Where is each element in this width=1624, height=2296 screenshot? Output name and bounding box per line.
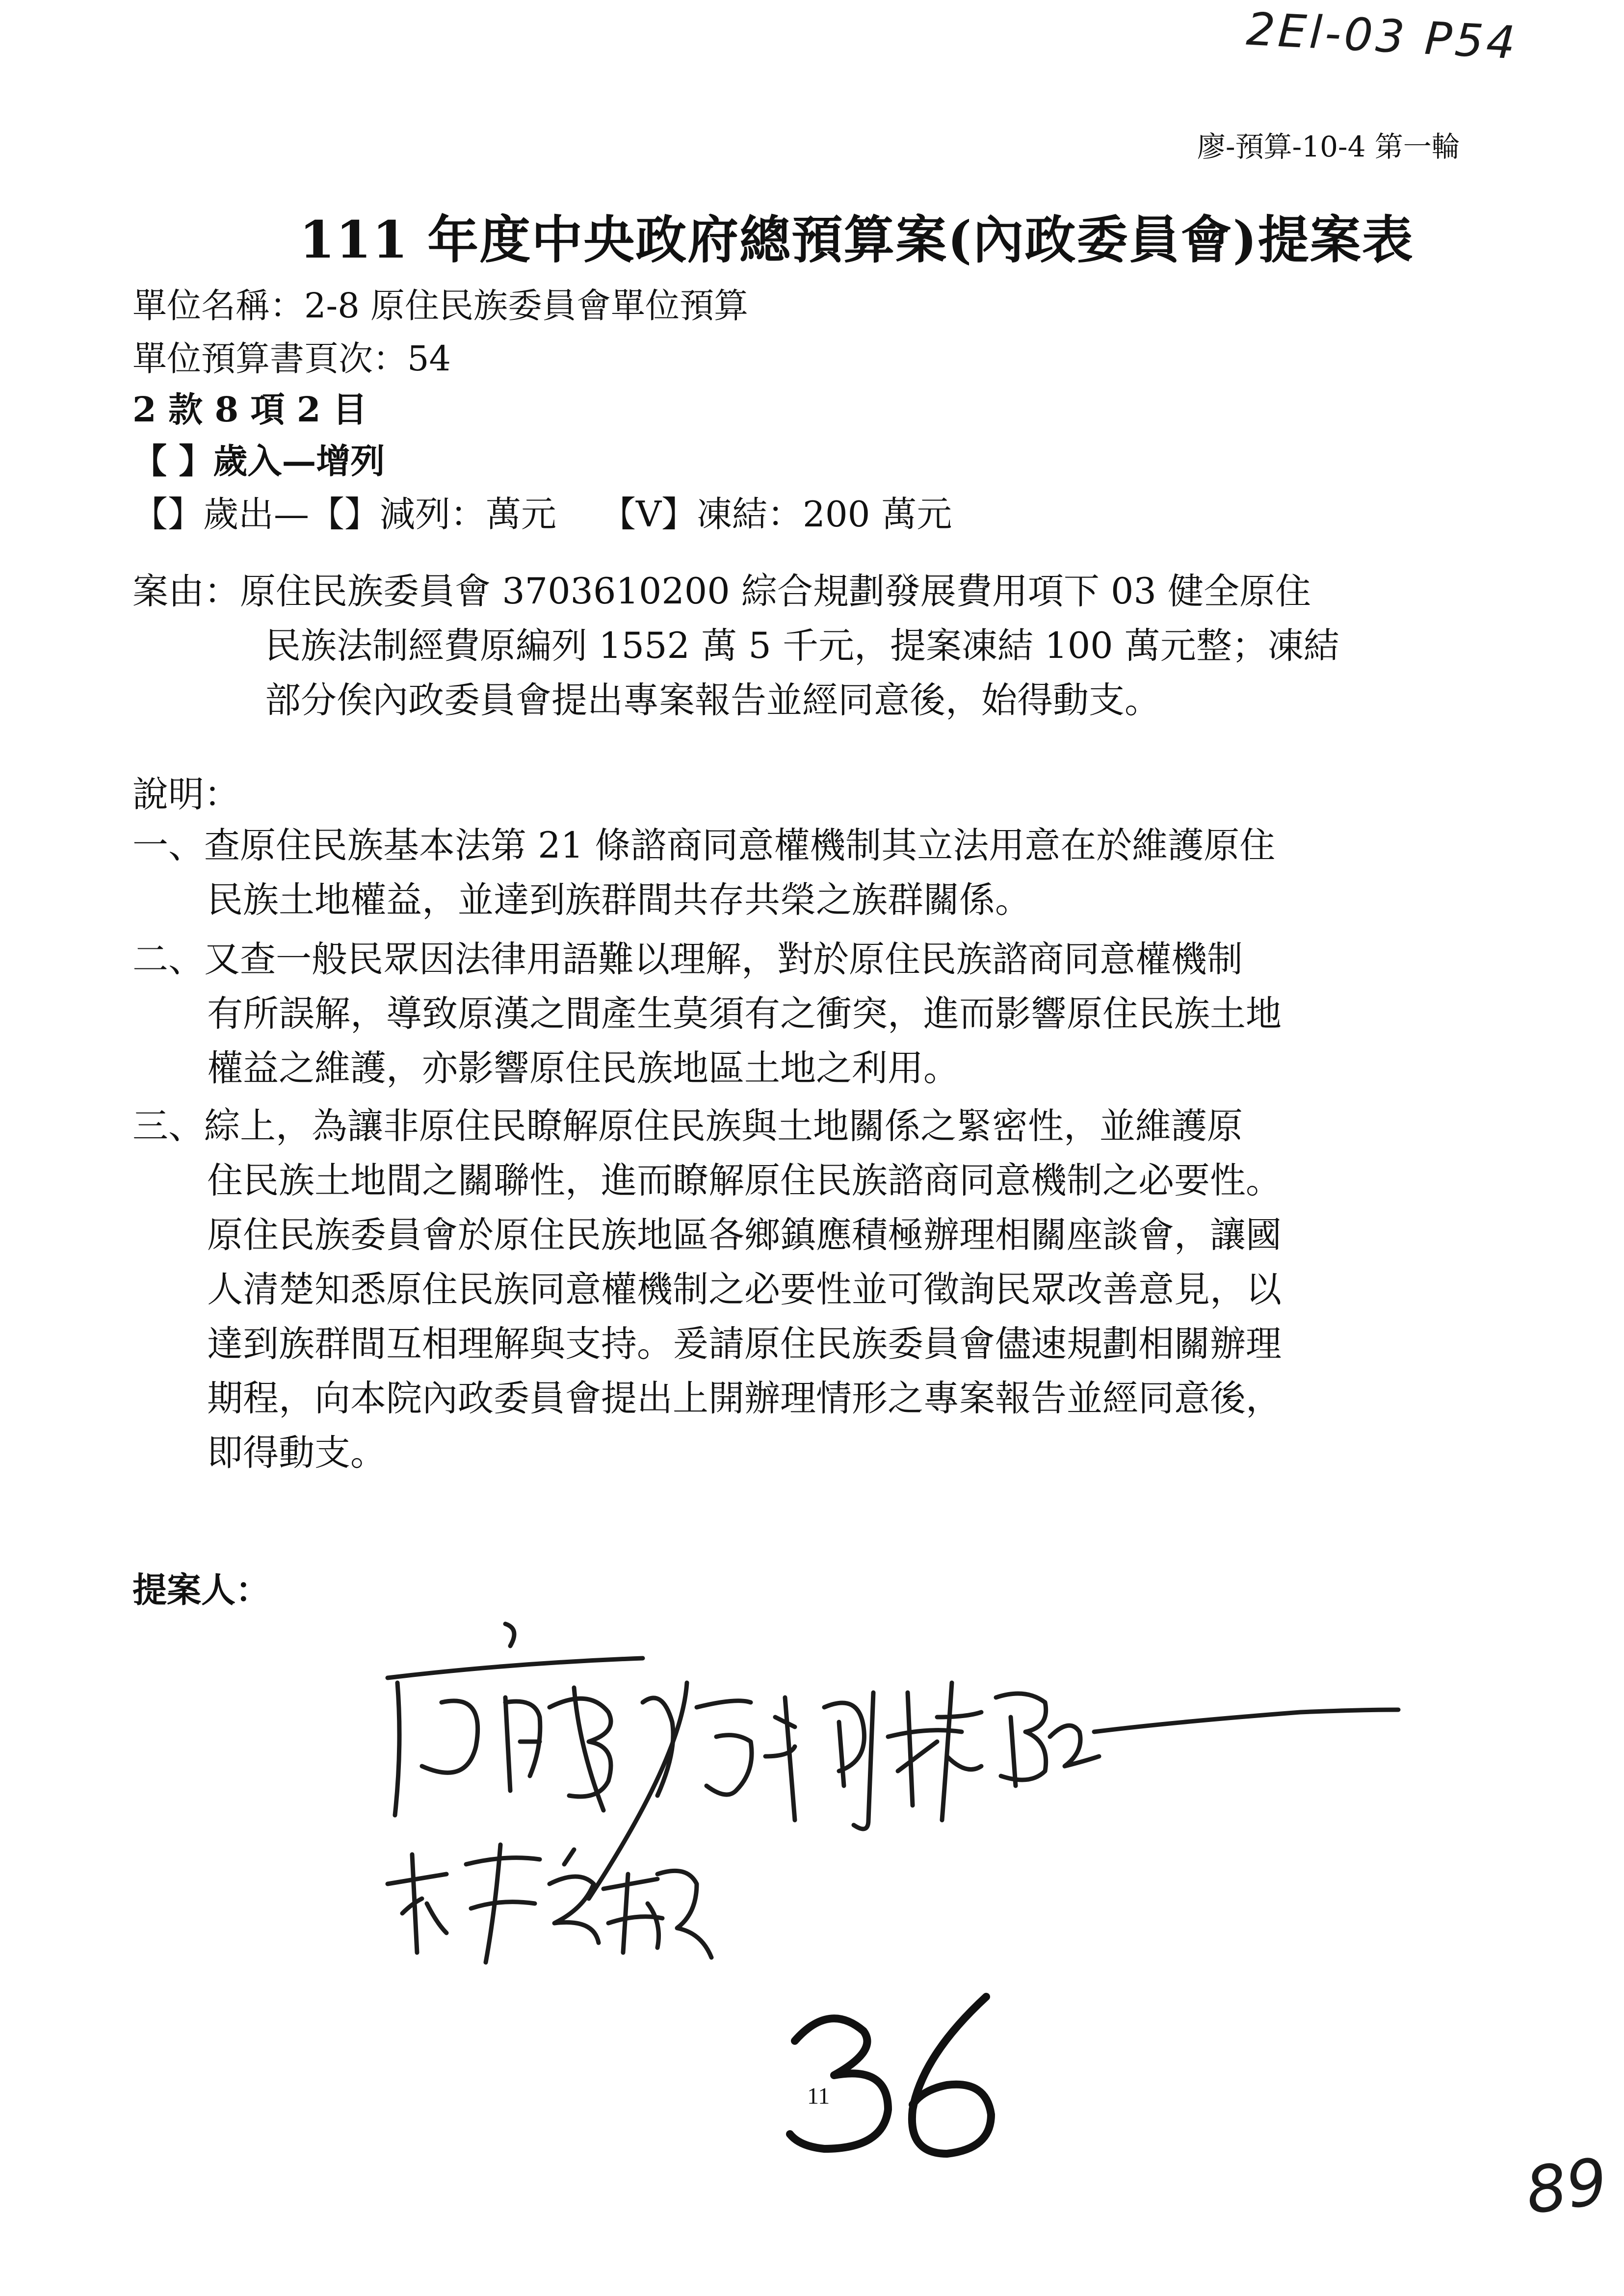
document-title: 111 年度中央政府總預算案(內政委員會)提案表 bbox=[299, 209, 1414, 270]
page-number: 11 bbox=[807, 2083, 830, 2109]
explanation-item bbox=[132, 818, 1526, 927]
reason-label: 案由： bbox=[132, 571, 240, 612]
explanation-item bbox=[132, 932, 1526, 1096]
item-line: 綜上，為讓非原住民瞭解原住民族與土地關係之緊密性，並維護原 bbox=[204, 1105, 1243, 1147]
item-line: 達到族群間互相理解與支持。爰請原住民族委員會儘速規劃相關辦理 bbox=[207, 1323, 1282, 1365]
expense-freeze-line bbox=[132, 494, 952, 535]
item-first-line bbox=[132, 1099, 1526, 1153]
item-first-line bbox=[132, 932, 1526, 987]
item-marker: 三、 bbox=[132, 1105, 204, 1147]
item-line: 期程，向本院內政委員會提出上開辦理情形之專案報告並經同意後， bbox=[207, 1378, 1282, 1419]
explanation-label: 說明： bbox=[132, 774, 240, 815]
form-code: 廖-預算-10-4 第一輪 bbox=[1197, 130, 1460, 163]
expense-reduce-text: 【】歲出—【】減列：萬元 bbox=[132, 494, 557, 535]
reason-section bbox=[132, 564, 1526, 728]
item-marker: 一、 bbox=[132, 825, 204, 866]
unit-name: 單位名稱：2-8 原住民族委員會單位預算 bbox=[132, 286, 748, 326]
item-line: 民族土地權益，並達到族群間共存共榮之族群關係。 bbox=[207, 879, 1031, 921]
reason-line: 原住民族委員會 3703610200 綜合規劃發展費用項下 03 健全原住 bbox=[240, 571, 1311, 612]
freeze-amount-text: 【V】凍結：200 萬元 bbox=[601, 494, 952, 535]
budget-item-code: 2 款 8 項 2 目 bbox=[132, 389, 367, 430]
item-line: 又查一般民眾因法律用語難以理解，對於原住民族諮商同意權機制 bbox=[204, 939, 1243, 980]
handwritten-corner-note: 2El-03 P54 bbox=[1245, 2, 1519, 70]
proposer-label: 提案人： bbox=[132, 1569, 270, 1610]
signature-1 bbox=[388, 1624, 643, 1815]
item-line: 人清楚知悉原住民族同意權機制之必要性並可徵詢民眾改善意見，以 bbox=[207, 1269, 1282, 1310]
item-line: 有所誤解，導致原漢之間產生莫須有之衝突，進而影響原住民族土地 bbox=[207, 993, 1282, 1035]
reason-first-line bbox=[132, 564, 1526, 619]
reason-line: 民族法制經費原編列 1552 萬 5 千元，提案凍結 100 萬元整；凍結 bbox=[265, 625, 1339, 667]
revenue-increase-line: 【 】歲入—增列 bbox=[132, 441, 385, 481]
item-line: 原住民族委員會於原住民族地區各鄉鎮應積極辦理相關座談會，讓國 bbox=[207, 1214, 1282, 1256]
item-line: 查原住民族基本法第 21 條諮商同意權機制其立法用意在於維護原住 bbox=[204, 825, 1276, 866]
handwritten-number-36 bbox=[775, 1992, 1030, 2168]
item-marker: 二、 bbox=[132, 939, 204, 980]
handwritten-signatures bbox=[343, 1609, 1423, 1992]
explanation-item bbox=[132, 1099, 1526, 1480]
signature-4 bbox=[388, 1845, 711, 1962]
item-first-line bbox=[132, 818, 1526, 873]
handwritten-corner-number: 89 bbox=[1521, 2143, 1612, 2229]
unit-budget-page: 單位預算書頁次：54 bbox=[132, 339, 451, 379]
item-line: 住民族土地間之關聯性，進而瞭解原住民族諮商同意機制之必要性。 bbox=[207, 1160, 1282, 1201]
signature-3 bbox=[888, 1683, 1398, 1820]
reason-line: 部分俟內政委員會提出專案報告並經同意後，始得動支。 bbox=[265, 679, 1160, 721]
signature-2 bbox=[589, 1683, 873, 1899]
item-line: 即得動支。 bbox=[207, 1432, 386, 1474]
item-line: 權益之維護，亦影響原住民族地區土地之利用。 bbox=[207, 1047, 959, 1089]
